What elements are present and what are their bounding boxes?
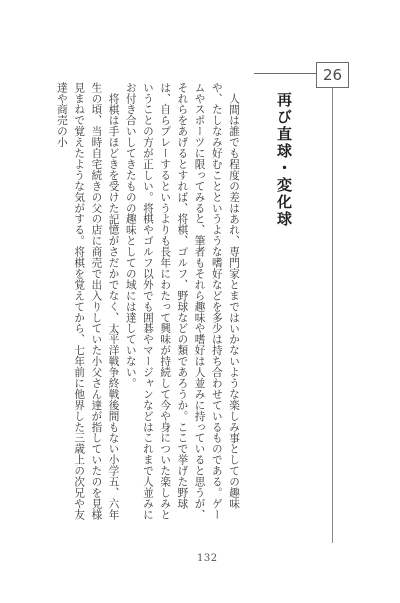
page-number: 132 [197, 553, 218, 564]
paragraph: 人間は誰でも程度の差はあれ、専門家とまではいかないような楽しみ事としての趣味や、たしなみ好むことというような嗜好などを多少は持ち合わせているものである。ゲームやスポーツに限ってみると、筆者もそれら趣味や嗜好は人並みに持っていると思うが、それらをあげるとすれば、将棋、ゴルフ、野球などの類であろうか。ここで挙げた野球は、自らプレーするというよりも長年にわたって興味が持続して今や身についた楽しみということの方が正しい。将棋やゴルフ以外でも囲碁やマージャンなどはこれまで人並みにお付き合いしてきたものの趣味としての域には達していない。 [124, 82, 240, 520]
chapter-number: 26 [322, 66, 343, 84]
body-text [53, 82, 242, 526]
chapter-number-box [316, 62, 349, 88]
chapter-header-rule [254, 73, 316, 74]
chapter-title: 再び直球・変化球 [275, 92, 293, 228]
paragraph: 将棋は手ほどきを受けた記憶がさだかでなく、太平洋戦争終戦後間もない小学五、六年生の頃、当時自宅続きの父の店に商売で出入りしていた小父さん達が指していたのを見様見まねで覚えたような気がする。将棋を覚えてから、七年前に他界した三歳上の次兄や友達や商売の小 [55, 82, 120, 520]
chapter-divider-rule [332, 88, 333, 543]
